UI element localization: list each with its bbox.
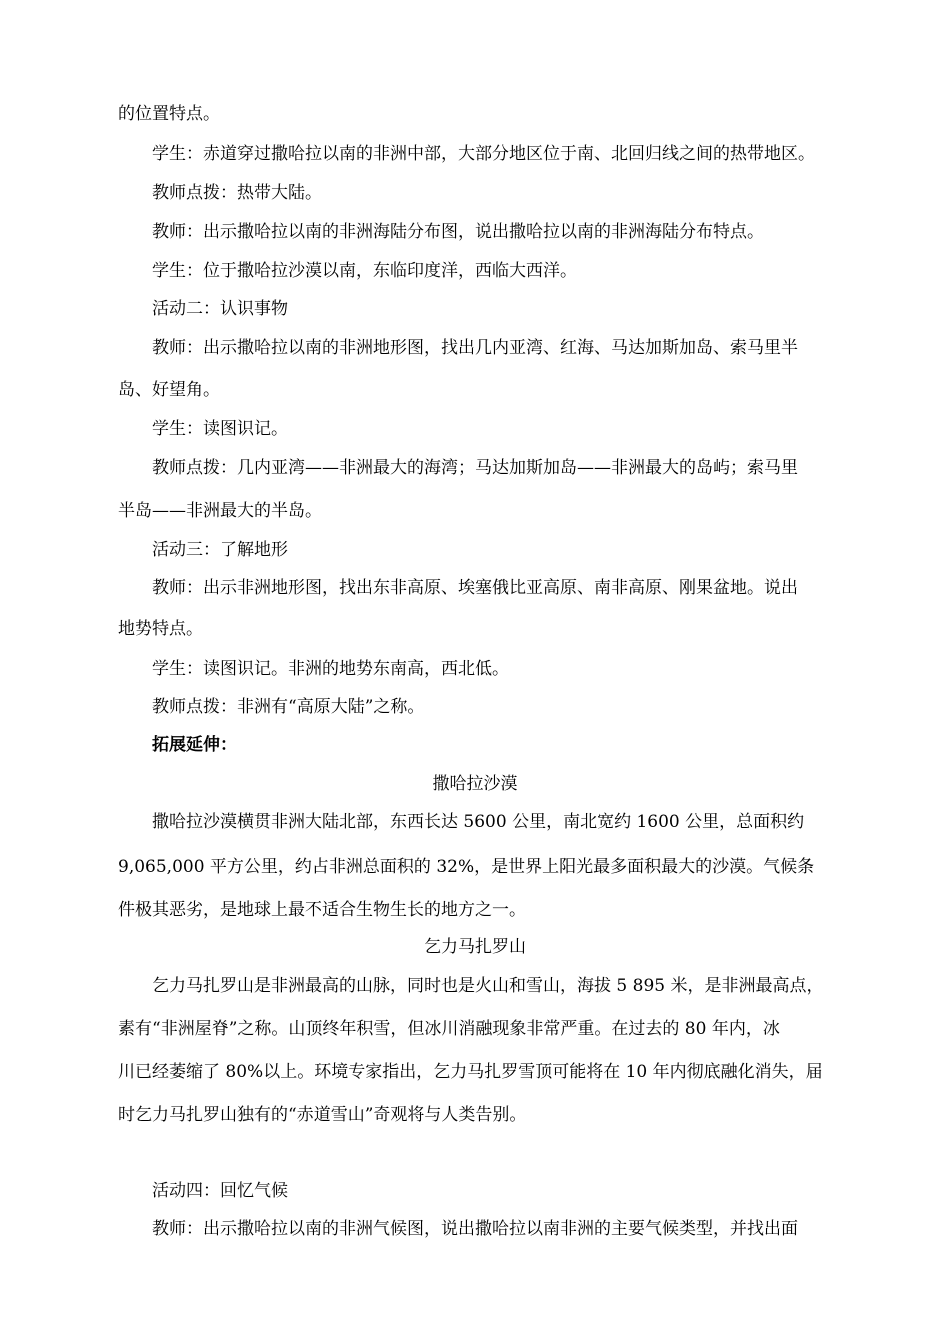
teacher-line: 教师：出示撒哈拉以南的非洲海陆分布图，说出撒哈拉以南的非洲海陆分布特点。	[152, 222, 764, 242]
paragraph-line: 乞力马扎罗山是非洲最高的山脉，同时也是火山和雪山，海拔 5 895 米，是非洲最高点，	[152, 976, 824, 996]
text-line-continuation: 半岛——非洲最大的半岛。	[118, 501, 322, 521]
section-title: 撒哈拉沙漠	[432, 774, 518, 794]
paragraph-line: 9,065,000 平方公里，约占非洲总面积的 32%，是世界上阳光最多面积最大的沙漠。气候条	[118, 857, 815, 877]
paragraph-line: 素有“非洲屋脊”之称。山顶终年积雪，但冰川消融现象非常严重。在过去的 80 年内，冰	[118, 1019, 780, 1039]
teacher-tip-line: 教师点拨：几内亚湾——非洲最大的海湾；马达加斯加岛——非洲最大的岛屿；索马里	[152, 458, 798, 478]
paragraph-line: 川已经萎缩了 80%以上。环境专家指出，乞力马扎罗雪顶可能将在 10 年内彻底融化消失，届	[118, 1062, 823, 1082]
extension-heading: 拓展延伸：	[152, 735, 237, 755]
text-line-continuation: 岛、好望角。	[118, 380, 220, 400]
paragraph-line: 时乞力马扎罗山独有的“赤道雪山”奇观将与人类告别。	[118, 1105, 527, 1125]
student-answer-line: 学生：赤道穿过撒哈拉以南的非洲中部，大部分地区位于南、北回归线之间的热带地区。	[152, 144, 815, 164]
text-line-continuation: 的位置特点。	[118, 104, 220, 124]
student-answer-line: 学生：读图识记。	[152, 419, 288, 439]
teacher-line: 教师：出示非洲地形图，找出东非高原、埃塞俄比亚高原、南非高原、刚果盆地。说出	[152, 578, 798, 598]
activity-heading: 活动三：了解地形	[152, 540, 288, 560]
student-answer-line: 学生：读图识记。非洲的地势东南高，西北低。	[152, 659, 509, 679]
teacher-tip-line: 教师点拨：热带大陆。	[152, 183, 322, 203]
paragraph-line: 件极其恶劣，是地球上最不适合生物生长的地方之一。	[118, 900, 526, 920]
teacher-tip-line: 教师点拨：非洲有“高原大陆”之称。	[152, 697, 425, 717]
text-line-continuation: 地势特点。	[118, 619, 203, 639]
section-title: 乞力马扎罗山	[424, 937, 526, 957]
teacher-line: 教师：出示撒哈拉以南的非洲气候图，说出撒哈拉以南非洲的主要气候类型，并找出面	[152, 1219, 798, 1239]
paragraph-line: 撒哈拉沙漠横贯非洲大陆北部，东西长达 5600 公里，南北宽约 1600 公里，总面积约	[152, 812, 805, 832]
activity-heading: 活动四：回忆气候	[152, 1181, 288, 1201]
student-answer-line: 学生：位于撒哈拉沙漠以南，东临印度洋，西临大西洋。	[152, 261, 577, 281]
activity-heading: 活动二：认识事物	[152, 299, 288, 319]
teacher-line: 教师：出示撒哈拉以南的非洲地形图，找出几内亚湾、红海、马达加斯加岛、索马里半	[152, 338, 798, 358]
